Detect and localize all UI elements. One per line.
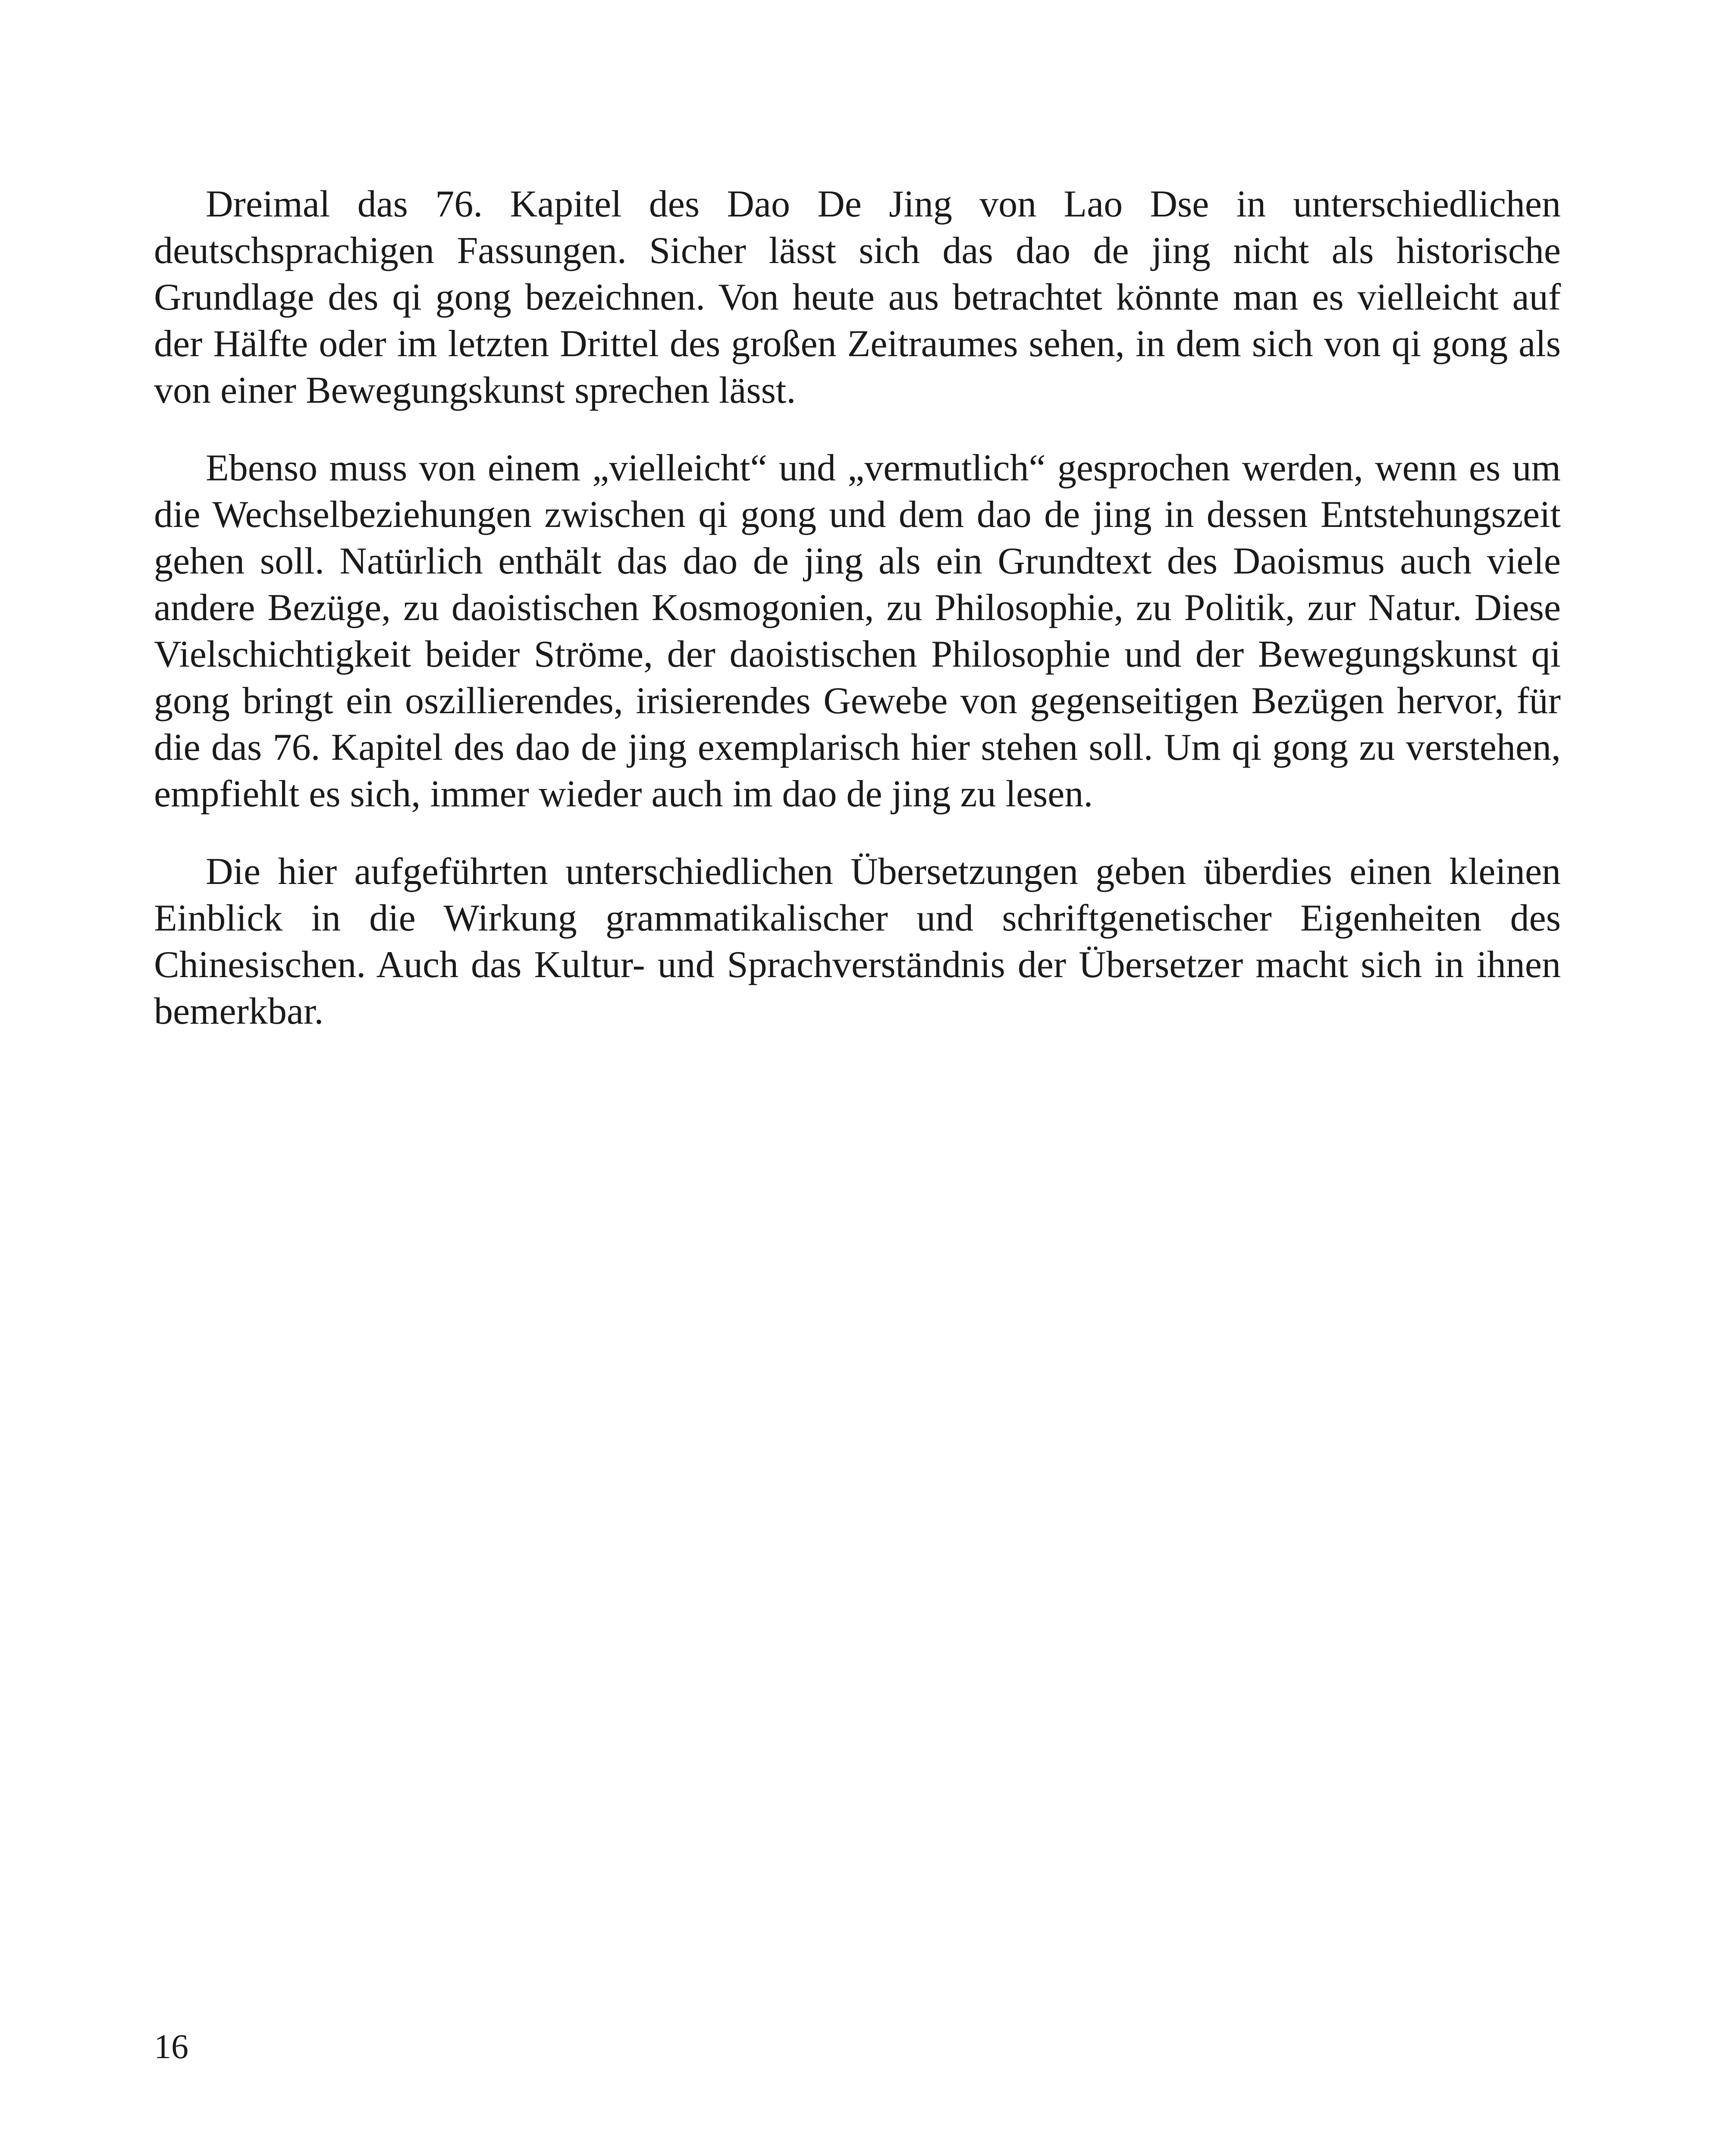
- page-body: [154, 181, 1561, 1066]
- paragraph-1: Dreimal das 76. Kapitel des Dao De Jing von Lao Dse in unterschiedlichen deutschsprachigen Fassungen. Sicher lässt sich das dao de jing nicht als historische Grundlage des qi gong bezeichnen. Von heute aus betrachtet könnte man es vielleicht auf der Hälfte oder im letzten Drittel des großen Zeitraumes sehen, in dem sich von qi gong als von einer Bewegungskunst sprechen lässt.: [154, 183, 1561, 411]
- paragraph-2: Ebenso muss von einem „vielleicht“ und „vermutlich“ gesprochen werden, wenn es um die Wechselbeziehungen zwischen qi gong und dem dao de jing in dessen Entstehungszeit gehen soll. Natürlich enthält das dao de jing als ein Grundtext des Daoismus auch viele andere Bezüge, zu daoistischen Kosmogonien, zu Philosophie, zu Politik, zur Natur. Diese Vielschichtigkeit beider Ströme, der daoistischen Philosophie und der Bewegungskunst qi gong bringt ein oszillierendes, irisierendes Gewebe von gegenseitigen Bezügen hervor, für die das 76. Kapitel des dao de jing exemplarisch hier stehen soll. Um qi gong zu verstehen, empfiehlt es sich, immer wieder auch im dao de jing zu lesen.: [154, 447, 1561, 815]
- page-number: 16: [154, 2028, 188, 2066]
- paragraph-3: Die hier aufgeführten unterschiedlichen Übersetzungen geben überdies einen kleinen Einblick in die Wirkung grammatikalischer und schriftgenetischer Eigenheiten des Chinesischen. Auch das Kultur- und Sprachverständnis der Übersetzer macht sich in ihnen bemerkbar.: [154, 851, 1561, 1032]
